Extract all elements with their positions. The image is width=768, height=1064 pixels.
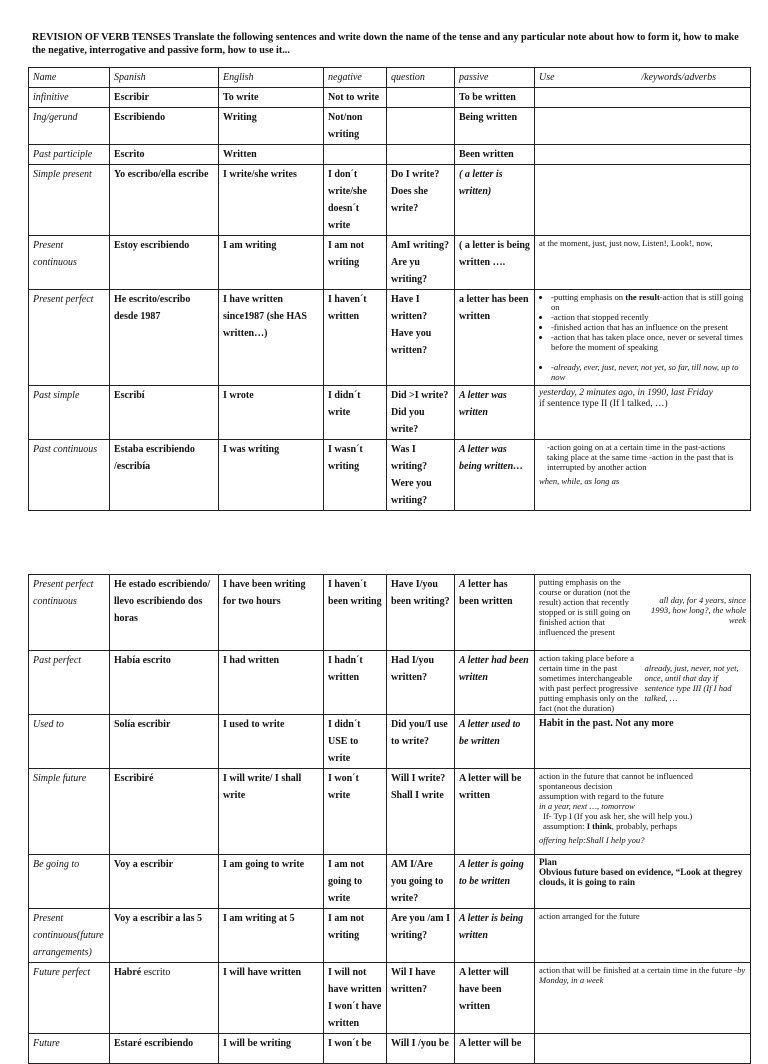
spanish-cell: [110, 963, 219, 1034]
negative-cell: I won´t be: [324, 1034, 387, 1064]
use-text: If- Typ I (If you ask her, she will help you.): [543, 811, 693, 821]
use-text-bold: the result: [625, 292, 660, 302]
passive-cell: A letter will have been written: [455, 963, 535, 1034]
use-text-bold: I think: [586, 821, 612, 831]
spanish-cell: Yo escribo/ella escribe: [110, 165, 219, 236]
header-spanish: Spanish: [110, 68, 219, 88]
use-keywords: in a year, next …, tomorrow: [539, 801, 635, 811]
question-cell: [387, 88, 455, 108]
header-use: [535, 68, 751, 88]
use-text: -putting emphasis on: [551, 292, 626, 302]
question-cell: Had I/you written?: [387, 651, 455, 715]
use-text: -action going on at a certain time in the past-actions taking place at the same time -action in the past that is interrupted by another action: [547, 442, 734, 472]
table-row: [29, 651, 751, 715]
english-cell: I used to write: [219, 715, 324, 769]
header-english: English: [219, 68, 324, 88]
spanish-cell: Estaré escribiendo: [110, 1034, 219, 1064]
negative-cell: I haven´t written: [324, 290, 387, 386]
table-row: [29, 715, 751, 769]
use-text: spontaneous decision: [539, 781, 613, 791]
passive-cell: ( a letter is being written ….: [455, 236, 535, 290]
question-cell: Will I /you be: [387, 1034, 455, 1064]
passive-cell: A letter was written: [455, 386, 535, 440]
negative-cell: I haven´t been writing: [324, 575, 387, 651]
english-cell: I am writing: [219, 236, 324, 290]
table-row: [29, 108, 751, 145]
tense-name: Future perfect: [29, 963, 110, 1034]
header-keywords-label: /keywords/adverbs: [641, 72, 716, 83]
tense-name: Used to: [29, 715, 110, 769]
use-text: assumption:: [543, 821, 587, 831]
negative-cell: Not to write: [324, 88, 387, 108]
passive-cell: A letter will be written: [455, 769, 535, 855]
use-cell: [535, 290, 751, 386]
use-two-column: [539, 577, 746, 637]
english-cell: To write: [219, 88, 324, 108]
spanish-cell: Voy a escribir a las 5: [110, 909, 219, 963]
spanish-cell: Escribiré: [110, 769, 219, 855]
passive-cell: [455, 575, 535, 651]
question-cell: AM I/Are you going to write?: [387, 855, 455, 909]
passive-cell: A letter had been written: [455, 651, 535, 715]
question-cell: Do I write? Does she write?: [387, 165, 455, 236]
negative-cell: I didn´t USE to write: [324, 715, 387, 769]
use-text: Obvious future based on evidence, “Look at thegrey clouds, it is going to rain: [539, 867, 743, 887]
use-keywords: all day, for 4 years, since 1993, how long?, the whole week: [650, 595, 746, 625]
table-row: [29, 145, 751, 165]
tense-name: Be going to: [29, 855, 110, 909]
question-cell: Will I write? Shall I write: [387, 769, 455, 855]
spanish-cell: Escribiendo: [110, 108, 219, 145]
negative-cell: [324, 145, 387, 165]
list-item: [551, 292, 746, 312]
use-text: action in the future that cannot be influenced: [539, 771, 693, 781]
use-keywords: -by Monday, in a week: [539, 965, 746, 985]
use-cell: action arranged for the future: [535, 909, 751, 963]
english-cell: Writing: [219, 108, 324, 145]
tense-name: Past simple: [29, 386, 110, 440]
english-cell: I am writing at 5: [219, 909, 324, 963]
passive-cell: To be written: [455, 88, 535, 108]
tense-name: Present perfect: [29, 290, 110, 386]
tense-name: infinitive: [29, 88, 110, 108]
use-two-column: [539, 653, 746, 713]
negative-cell: I wasn´t writing: [324, 440, 387, 511]
question-cell: Are you /am I writing?: [387, 909, 455, 963]
passive-cell: A letter will be: [455, 1034, 535, 1064]
english-cell: I will write/ I shall write: [219, 769, 324, 855]
tense-name: Future: [29, 1034, 110, 1064]
spanish-text: escrito: [141, 967, 171, 978]
use-cell: [535, 769, 751, 855]
table-row: [29, 1034, 751, 1064]
question-cell: AmI writing? Are yu writing?: [387, 236, 455, 290]
use-cell: [535, 575, 751, 651]
english-cell: I will be writing: [219, 1034, 324, 1064]
tense-name: Simple present: [29, 165, 110, 236]
negative-cell: I didn´t write: [324, 386, 387, 440]
use-text: if sentence type II (If I talked, …): [539, 399, 668, 409]
use-text: action taking place before a certain time in the past sometimes interchangeable with past perfect progressive putting emphasis only on the fact (not the duration): [539, 653, 639, 713]
verb-tenses-table-1: [28, 67, 751, 511]
spanish-cell: He escrito/escribo desde 1987: [110, 290, 219, 386]
passive-cell: A letter is going to be written: [455, 855, 535, 909]
use-cell: [535, 963, 751, 1034]
list-item: • -finished action that has an influence on the present: [551, 322, 746, 332]
table-row: [29, 440, 751, 511]
spanish-cell: Escrito: [110, 145, 219, 165]
spanish-cell: Había escrito: [110, 651, 219, 715]
use-text: , probably, perhaps: [611, 821, 678, 831]
negative-cell: I am not writing: [324, 909, 387, 963]
list-item: • -action that stopped recently: [551, 312, 746, 322]
question-cell: Did you/I use to write?: [387, 715, 455, 769]
table-row: [29, 165, 751, 236]
question-cell: Wil I have written?: [387, 963, 455, 1034]
spanish-cell: Solía escribir: [110, 715, 219, 769]
negative-cell: I am not going to write: [324, 855, 387, 909]
tense-name: Ing/gerund: [29, 108, 110, 145]
spanish-text-bold: Habré: [114, 967, 142, 978]
table-row: [29, 290, 751, 386]
passive-cell: a letter has been written: [455, 290, 535, 386]
table-row: [29, 909, 751, 963]
negative-cell: Not/non writing: [324, 108, 387, 145]
table-row: [29, 88, 751, 108]
intro-instructions: REVISION OF VERB TENSES Translate the following sentences and write down the name of the tense and any particular note about how to form it, how to make the negative, interrogative and passive form, how to use it...: [32, 32, 739, 56]
english-cell: I wrote: [219, 386, 324, 440]
table-row: [29, 963, 751, 1034]
table-row: [29, 386, 751, 440]
tense-name: Past participle: [29, 145, 110, 165]
passive-cell: ( a letter is written): [455, 165, 535, 236]
use-cell: [535, 440, 751, 511]
spanish-cell: Estaba escribiendo /escribía: [110, 440, 219, 511]
use-cell: [535, 145, 751, 165]
list-item: • -already, ever, just, never, not yet, so far, till now, up to now: [551, 362, 746, 382]
question-cell: [387, 145, 455, 165]
use-text: assumption with regard to the future: [539, 791, 664, 801]
passive-cell: Been written: [455, 145, 535, 165]
passive-cell: Being written: [455, 108, 535, 145]
tense-name: Present continuous(future arrangements): [29, 909, 110, 963]
spanish-cell: Estoy escribiendo: [110, 236, 219, 290]
use-text: [539, 821, 746, 831]
tense-name: Past perfect: [29, 651, 110, 715]
passive-text: A: [459, 579, 466, 590]
english-cell: I write/she writes: [219, 165, 324, 236]
use-cell: [535, 165, 751, 236]
english-cell: I will have written: [219, 963, 324, 1034]
question-cell: Did >I write? Did you write?: [387, 386, 455, 440]
header-negative: negative: [324, 68, 387, 88]
passive-text: letter has been written: [459, 579, 513, 607]
negative-cell: I don´t write/she doesn´t write: [324, 165, 387, 236]
use-cell: [535, 386, 751, 440]
passive-cell: A letter is being written: [455, 909, 535, 963]
english-cell: I have been writing for two hours: [219, 575, 324, 651]
use-text: putting emphasis on the course or duration (not the result) action that recently stopped or is still going on finished action that influenced the present: [539, 577, 631, 637]
header-passive: passive: [455, 68, 535, 88]
use-keywords: when, while, as long as: [539, 476, 620, 486]
use-cell: [535, 1034, 751, 1064]
use-text: action that will be finished at a certain time in the future: [539, 965, 733, 975]
use-cell: [535, 88, 751, 108]
spanish-cell: Escribí: [110, 386, 219, 440]
spanish-cell: He estado escribiendo/ llevo escribiendo dos horas: [110, 575, 219, 651]
header-question: question: [387, 68, 455, 88]
table-row: [29, 236, 751, 290]
use-keywords: yesterday, 2 minutes ago, in 1990, last Friday: [539, 388, 713, 398]
use-cell: [535, 108, 751, 145]
table-row: [29, 769, 751, 855]
use-text: Plan: [539, 857, 557, 867]
negative-cell: I will not have written I won´t have written: [324, 963, 387, 1034]
negative-cell: I hadn´t written: [324, 651, 387, 715]
use-text: -action that is still going on: [551, 292, 744, 312]
verb-tenses-table-2: [28, 574, 751, 1064]
tense-name: Past continuous: [29, 440, 110, 511]
use-keywords: offering help:Shall I help you?: [539, 835, 645, 845]
tense-name: Present perfect continuous: [29, 575, 110, 651]
tense-name: Present continuous: [29, 236, 110, 290]
tense-name: Simple future: [29, 769, 110, 855]
english-cell: Written: [219, 145, 324, 165]
english-cell: I was writing: [219, 440, 324, 511]
spanish-cell: Escribir: [110, 88, 219, 108]
list-item: • -action that has taken place once, never or several times before the moment of speaking: [551, 332, 746, 352]
english-cell: I am going to write: [219, 855, 324, 909]
negative-cell: I won´t write: [324, 769, 387, 855]
use-cell: [535, 651, 751, 715]
english-cell: I had written: [219, 651, 324, 715]
use-bullet-list: [539, 292, 746, 382]
passive-cell: A letter used to be written: [455, 715, 535, 769]
table-row: [29, 855, 751, 909]
question-cell: Was I writing? Were you writing?: [387, 440, 455, 511]
english-cell: I have written since1987 (she HAS written…): [219, 290, 324, 386]
spanish-cell: Voy a escribir: [110, 855, 219, 909]
question-cell: [387, 108, 455, 145]
table-header-row: [29, 68, 751, 88]
header-use-label: Use: [539, 72, 555, 83]
use-cell: Habit in the past. Not any more: [535, 715, 751, 769]
use-keywords: already, just, never, not yet, once, until that day if sentence type III (If I had talked, …: [644, 663, 739, 703]
question-cell: Have I written? Have you written?: [387, 290, 455, 386]
header-name: Name: [29, 68, 110, 88]
use-cell: at the moment, just, just now, Listen!, Look!, now,: [535, 236, 751, 290]
passive-cell: A letter was being written…: [455, 440, 535, 511]
negative-cell: I am not writing: [324, 236, 387, 290]
table-row: [29, 575, 751, 651]
question-cell: Have I/you been writing?: [387, 575, 455, 651]
use-cell: [535, 855, 751, 909]
